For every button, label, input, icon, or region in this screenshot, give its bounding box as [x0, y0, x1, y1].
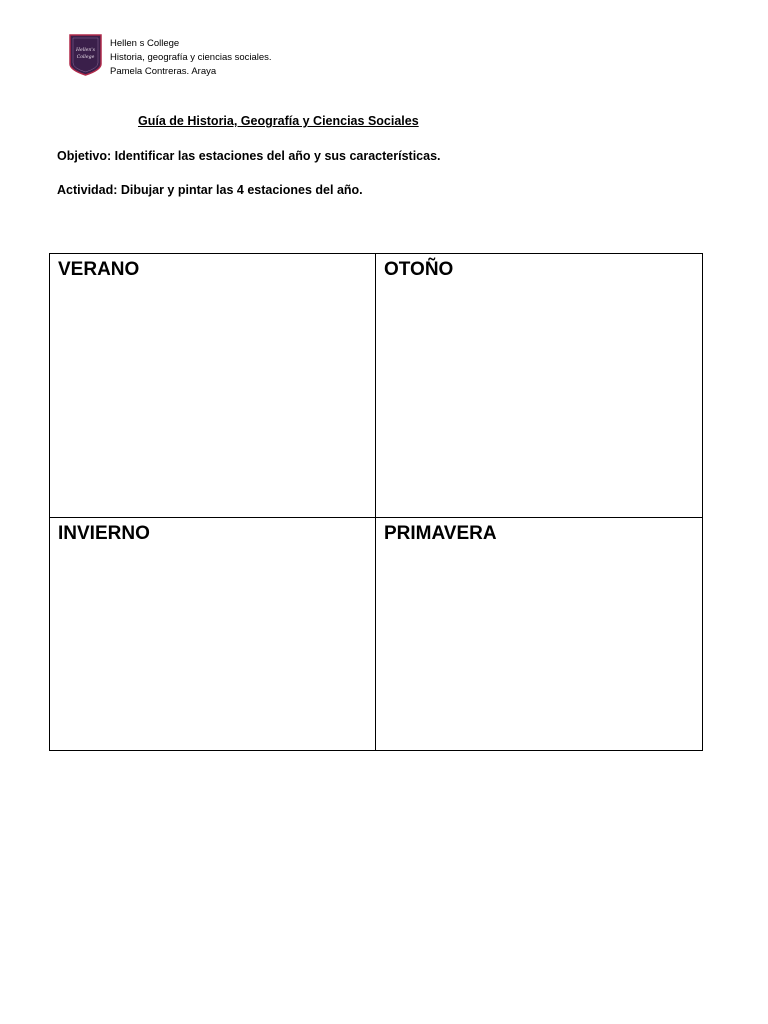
season-cell-primavera — [376, 518, 702, 750]
season-label: VERANO — [58, 259, 140, 280]
crest-icon — [69, 34, 102, 76]
season-label: PRIMAVERA — [384, 523, 497, 544]
season-label: OTOÑO — [384, 259, 454, 280]
season-cell-otono — [376, 254, 702, 518]
document-title: Guía de Historia, Geografía y Ciencias Sociales — [138, 114, 419, 128]
activity-text: Actividad: Dibujar y pintar las 4 estaciones del año. — [57, 183, 363, 197]
svg-text:Hellen's: Hellen's — [76, 48, 95, 53]
seasons-table — [49, 253, 703, 751]
objective-text: Objetivo: Identificar las estaciones del año y sus características. — [57, 149, 441, 163]
season-cell-verano — [50, 254, 376, 518]
season-label: INVIERNO — [58, 523, 150, 544]
teacher-name: Pamela Contreras. Araya — [110, 66, 217, 77]
header-info — [110, 37, 272, 79]
subject-name: Historia, geografía y ciencias sociales. — [110, 52, 272, 63]
school-logo — [69, 34, 102, 76]
svg-text:College: College — [76, 55, 95, 60]
season-cell-invierno — [50, 518, 376, 750]
school-name: Hellen s College — [110, 38, 180, 49]
